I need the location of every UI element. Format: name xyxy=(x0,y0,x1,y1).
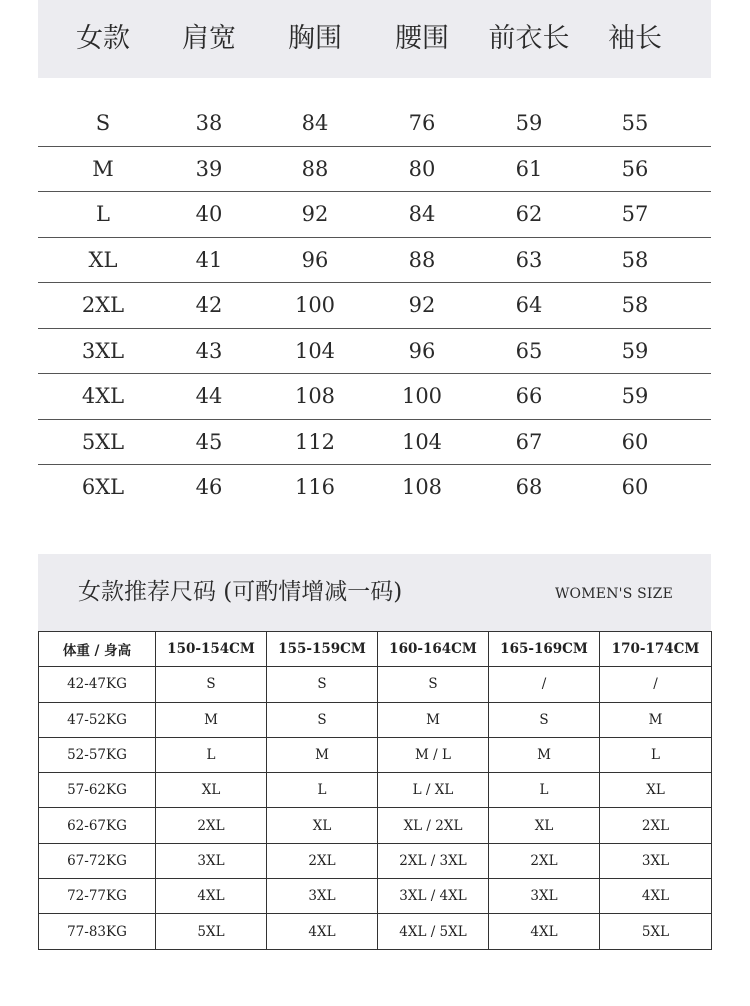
recommendation-title: 女款推荐尺码 (可酌情增减一码) xyxy=(78,579,403,605)
table-row xyxy=(39,808,712,843)
measurement-cell: 84 xyxy=(301,111,329,135)
recommended-size-cell: S xyxy=(378,667,489,702)
measurement-cell: 67 xyxy=(515,429,543,454)
recommended-size-cell: / xyxy=(600,667,712,702)
recommended-size-cell: XL xyxy=(156,773,267,808)
recommended-size-cell: 5XL xyxy=(156,914,267,949)
recommended-size-cell: S xyxy=(267,702,378,737)
measurement-cell: 76 xyxy=(408,111,436,135)
measurement-cell: 59 xyxy=(621,384,649,408)
table-row xyxy=(38,374,711,420)
recommended-size-cell: L xyxy=(489,773,600,808)
recommended-size-cell: M xyxy=(489,737,600,772)
size-label: 4XL xyxy=(81,384,125,408)
measurement-cell: 46 xyxy=(195,475,223,499)
weight-cell: 52-57KG xyxy=(39,737,156,772)
header-cell: 女款 xyxy=(76,23,130,54)
measurement-cell: 60 xyxy=(621,475,649,499)
height-header: 170-174CM xyxy=(600,632,712,667)
measurement-cell: 96 xyxy=(301,247,329,272)
table-header-row xyxy=(39,632,712,667)
recommended-size-cell: 4XL xyxy=(489,914,600,949)
table-row xyxy=(38,420,711,466)
measurement-cell: 62 xyxy=(515,202,543,226)
size-table-header xyxy=(38,0,711,78)
table-row xyxy=(39,667,712,702)
recommendation-table xyxy=(38,631,712,950)
recommended-size-cell: L / XL xyxy=(378,773,489,808)
recommended-size-cell: 3XL xyxy=(600,843,712,878)
size-label: XL xyxy=(88,247,118,272)
height-header: 155-159CM xyxy=(267,632,378,667)
measurement-cell: 64 xyxy=(515,293,543,317)
recommended-size-cell: 3XL xyxy=(156,843,267,878)
table-row xyxy=(38,283,711,329)
recommended-size-cell: 3XL xyxy=(267,879,378,914)
size-label: 2XL xyxy=(81,293,125,317)
recommended-size-cell: / xyxy=(489,667,600,702)
measurement-cell: 116 xyxy=(294,475,336,499)
table-row xyxy=(39,914,712,949)
measurement-cell: 61 xyxy=(515,156,543,181)
recommended-size-cell: 2XL xyxy=(600,808,712,843)
weight-cell: 77-83KG xyxy=(39,914,156,949)
recommended-size-cell: M xyxy=(600,702,712,737)
recommended-size-cell: XL / 2XL xyxy=(378,808,489,843)
recommended-size-cell: M xyxy=(378,702,489,737)
header-cell: 前衣长 xyxy=(488,23,570,54)
measurement-cell: 43 xyxy=(195,338,223,363)
measurement-cell: 55 xyxy=(621,111,649,135)
table-row xyxy=(38,465,711,511)
recommended-size-cell: XL xyxy=(267,808,378,843)
measurement-cell: 42 xyxy=(195,293,223,317)
measurement-cell: 108 xyxy=(294,384,336,408)
size-label: 5XL xyxy=(81,429,125,454)
measurement-cell: 100 xyxy=(401,384,443,408)
weight-cell: 42-47KG xyxy=(39,667,156,702)
header-cell: 胸围 xyxy=(288,23,342,54)
recommended-size-cell: 4XL xyxy=(267,914,378,949)
recommended-size-cell: L xyxy=(600,737,712,772)
table-row xyxy=(39,843,712,878)
recommended-size-cell: 2XL xyxy=(156,808,267,843)
table-row xyxy=(38,238,711,284)
recommended-size-cell: L xyxy=(156,737,267,772)
measurement-cell: 84 xyxy=(408,202,436,226)
weight-cell: 47-52KG xyxy=(39,702,156,737)
size-label: 6XL xyxy=(81,475,125,499)
weight-cell: 72-77KG xyxy=(39,879,156,914)
measurement-cell: 80 xyxy=(408,156,436,181)
measurement-cell: 38 xyxy=(195,111,223,135)
table-row xyxy=(39,737,712,772)
table-row xyxy=(39,773,712,808)
recommendation-table-body xyxy=(39,667,712,949)
measurement-cell: 88 xyxy=(301,156,329,181)
height-header: 160-164CM xyxy=(378,632,489,667)
weight-cell: 62-67KG xyxy=(39,808,156,843)
recommended-size-cell: 4XL xyxy=(600,879,712,914)
recommendation-banner xyxy=(38,554,711,631)
measurement-cell: 40 xyxy=(195,202,223,226)
recommended-size-cell: S xyxy=(156,667,267,702)
header-cell: 肩宽 xyxy=(182,23,236,54)
corner-header: 体重 / 身高 xyxy=(39,632,156,667)
size-label: M xyxy=(92,156,114,181)
recommended-size-cell: M xyxy=(267,737,378,772)
measurement-cell: 112 xyxy=(294,429,336,454)
size-label: L xyxy=(96,202,110,226)
table-row xyxy=(38,329,711,375)
measurement-cell: 59 xyxy=(621,338,649,363)
header-cell: 袖长 xyxy=(608,23,662,54)
measurement-cell: 96 xyxy=(408,338,436,363)
recommended-size-cell: XL xyxy=(600,773,712,808)
measurement-cell: 41 xyxy=(195,247,223,272)
table-row xyxy=(38,192,711,238)
recommended-size-cell: S xyxy=(489,702,600,737)
recommended-size-cell: 2XL / 3XL xyxy=(378,843,489,878)
recommended-size-cell: 3XL xyxy=(489,879,600,914)
measurement-cell: 63 xyxy=(515,247,543,272)
weight-cell: 67-72KG xyxy=(39,843,156,878)
measurement-cell: 56 xyxy=(621,156,649,181)
measurement-cell: 58 xyxy=(621,293,649,317)
recommended-size-cell: 4XL / 5XL xyxy=(378,914,489,949)
measurement-cell: 65 xyxy=(515,338,543,363)
measurement-cell: 39 xyxy=(195,156,223,181)
measurement-cell: 44 xyxy=(195,384,223,408)
recommended-size-cell: 3XL / 4XL xyxy=(378,879,489,914)
recommended-size-cell: 2XL xyxy=(489,843,600,878)
table-row xyxy=(39,702,712,737)
measurement-cell: 58 xyxy=(621,247,649,272)
recommended-size-cell: XL xyxy=(489,808,600,843)
recommendation-subtitle: WOMEN'S SIZE xyxy=(554,586,673,602)
measurement-cell: 100 xyxy=(294,293,336,317)
recommended-size-cell: S xyxy=(267,667,378,702)
measurement-cell: 108 xyxy=(401,475,443,499)
recommended-size-cell: 5XL xyxy=(600,914,712,949)
measurement-cell: 92 xyxy=(301,202,329,226)
recommended-size-cell: 4XL xyxy=(156,879,267,914)
table-row xyxy=(38,101,711,147)
measurement-cell: 104 xyxy=(401,429,443,454)
header-cell: 腰围 xyxy=(395,23,449,54)
measurement-cell: 45 xyxy=(195,429,223,454)
measurement-cell: 104 xyxy=(294,338,336,363)
size-label: 3XL xyxy=(81,338,125,363)
table-row xyxy=(39,879,712,914)
measurement-cell: 68 xyxy=(515,475,543,499)
recommended-size-cell: L xyxy=(267,773,378,808)
recommended-size-cell: M xyxy=(156,702,267,737)
recommended-size-cell: M / L xyxy=(378,737,489,772)
weight-cell: 57-62KG xyxy=(39,773,156,808)
measurement-cell: 88 xyxy=(408,247,436,272)
table-row xyxy=(38,147,711,193)
measurement-cell: 59 xyxy=(515,111,543,135)
size-label: S xyxy=(95,111,111,135)
measurement-cell: 57 xyxy=(621,202,649,226)
height-header: 165-169CM xyxy=(489,632,600,667)
measurement-cell: 92 xyxy=(408,293,436,317)
recommended-size-cell: 2XL xyxy=(267,843,378,878)
size-table-body xyxy=(38,101,711,511)
height-header: 150-154CM xyxy=(156,632,267,667)
measurement-cell: 66 xyxy=(515,384,543,408)
measurement-cell: 60 xyxy=(621,429,649,454)
